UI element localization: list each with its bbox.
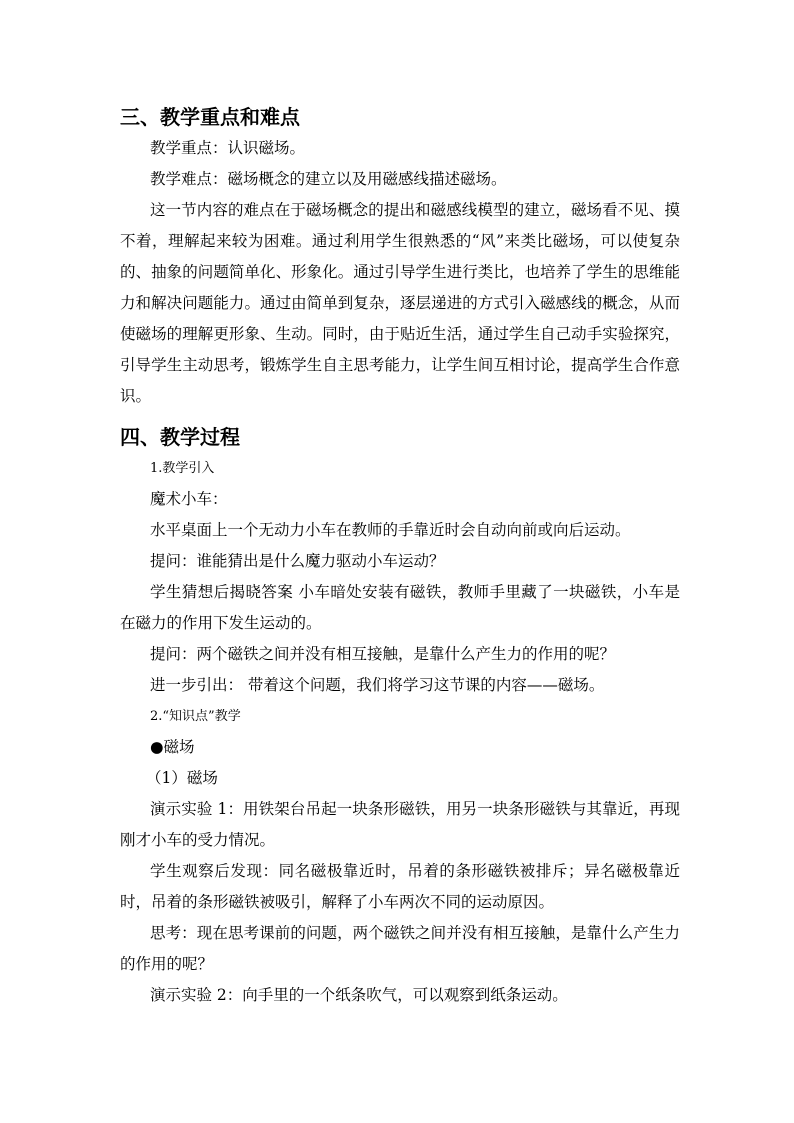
difficulty-line: 教学难点：磁场概念的建立以及用磁感线描述磁场。 bbox=[150, 170, 507, 188]
answer-one-paragraph: 学生猜想后揭晓答案 小车暗处安装有磁铁，教师手里藏了一块磁铁，小车是在磁力的作用下发生运动的。 bbox=[120, 583, 680, 632]
lead-in-line: 进一步引出： 带着这个问题，我们将学习这节课的内容——磁场。 bbox=[150, 676, 605, 694]
magic-car-label: 魔术小车： bbox=[150, 490, 228, 508]
section-heading-teaching-process: 四、教学过程 bbox=[120, 425, 240, 449]
demo-experiment-one: 演示实验 1：用铁架台吊起一块条形磁铁，用另一块条形磁铁与其靠近，再现刚才小车的受力情况。 bbox=[120, 800, 680, 849]
demo-experiment-two: 演示实验 2：向手里的一个纸条吹气，可以观察到纸条运动。 bbox=[150, 986, 568, 1004]
thinking-question: 思考：现在思考课前的问题，两个磁铁之间并没有相互接触，是靠什么产生力的作用的呢？ bbox=[120, 924, 680, 973]
bullet-magnetic-field: ●磁场 bbox=[150, 738, 195, 756]
question-one: 提问：谁能猜出是什么魔力驱动小车运动？ bbox=[150, 552, 445, 570]
observation-paragraph: 学生观察后发现：同名磁极靠近时，吊着的条形磁铁被排斥；异名磁极靠近时，吊着的条形磁铁被吸引，解释了小车两次不同的运动原因。 bbox=[120, 862, 680, 911]
document-content bbox=[120, 101, 680, 1011]
car-description: 水平桌面上一个无动力小车在教师的手靠近时会自动向前或向后运动。 bbox=[150, 521, 631, 539]
item-title-knowledge: 2.“知识点”教学 bbox=[150, 709, 241, 724]
subsection-magnetic-field: （1）磁场 bbox=[146, 769, 218, 787]
item-title-intro: 1.教学引入 bbox=[150, 461, 215, 476]
section-heading-key-points: 三、教学重点和难点 bbox=[120, 105, 300, 129]
difficulty-analysis-paragraph: 这一节内容的难点在于磁场概念的提出和磁感线模型的建立，磁场看不见、摸不着，理解起来较为困难。通过利用学生很熟悉的“风”来类比磁场，可以使复杂的、抽象的问题简单化、形象化。通过引导学生进行类比，也培养了学生的思维能力和解决问题能力。通过由简单到复杂，逐层递进的方式引入磁感线的概念，从而使磁场的理解更形象、生动。同时，由于贴近生活，通过学生自己动手实验探究，引导学生主动思考，锻炼学生自主思考能力，让学生间互相讨论，提高学生合作意识。 bbox=[120, 201, 680, 405]
question-two: 提问：两个磁铁之间并没有相互接触，是靠什么产生力的作用的呢？ bbox=[150, 645, 616, 663]
key-point-line: 教学重点：认识磁场。 bbox=[150, 139, 306, 157]
